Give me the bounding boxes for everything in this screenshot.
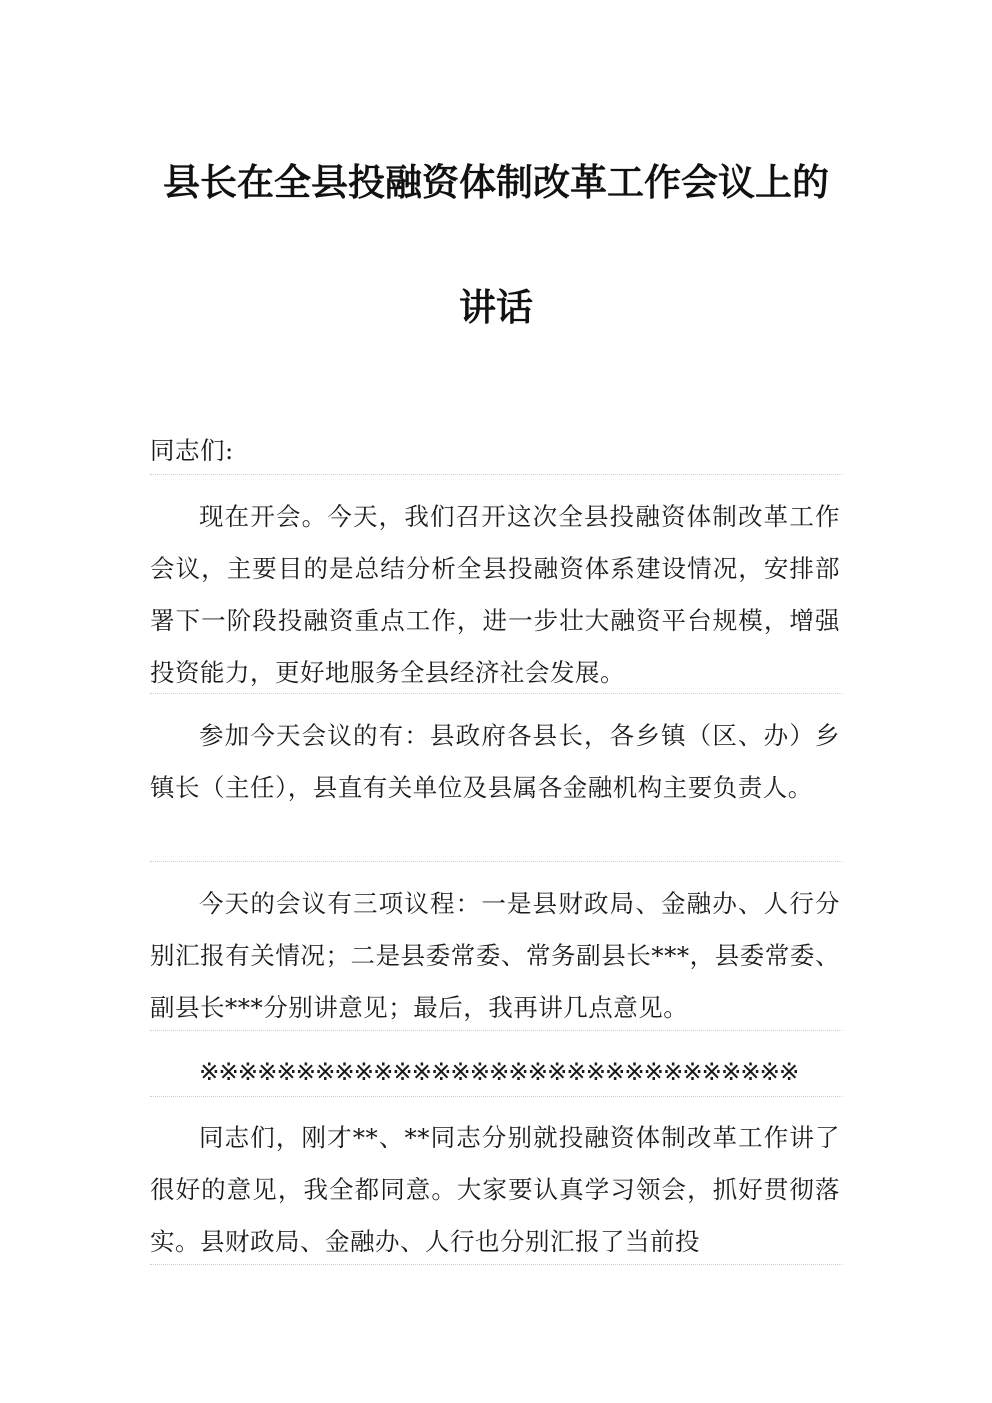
- document-title-line-1: 县长在全县投融资体制改革工作会议上的: [163, 160, 829, 204]
- paragraph-attendees: 参加今天会议的有：县政府各县长，各乡镇（区、办）乡镇长（主任），县直有关单位及县属各金融机构主要负责人。: [150, 721, 840, 802]
- paragraph-divider: [150, 861, 842, 862]
- paragraph-divider: [150, 1264, 842, 1265]
- document-title-line-2: 讲话: [459, 285, 533, 329]
- paragraph-comments: 同志们，刚才**、**同志分别就投融资体制改革工作讲了很好的意见，我全都同意。大家要认真学习领会，抓好贯彻落实。县财政局、金融办、人行也分别汇报了当前投: [150, 1123, 840, 1256]
- paragraph-divider: [150, 693, 842, 694]
- paragraph-divider: [150, 474, 842, 475]
- paragraph-opening: 现在开会。今天，我们召开这次全县投融资体制改革工作会议，主要目的是总结分析全县投融资体系建设情况，安排部署下一阶段投融资重点工作，进一步壮大融资平台规模，增强投资能力，更好地服务全县经济社会发展。: [150, 502, 840, 687]
- section-separator: ※※※※※※※※※※※※※※※※※※※※※※※※※※※※※※※: [199, 1057, 799, 1086]
- paragraph-divider: [150, 1096, 842, 1097]
- paragraph-divider: [150, 1030, 842, 1031]
- paragraph-agenda: 今天的会议有三项议程：一是县财政局、金融办、人行分别汇报有关情况；二是县委常委、常务副县长***，县委常委、副县长***分别讲意见；最后，我再讲几点意见。: [150, 889, 840, 1022]
- salutation: 同志们:: [150, 436, 234, 465]
